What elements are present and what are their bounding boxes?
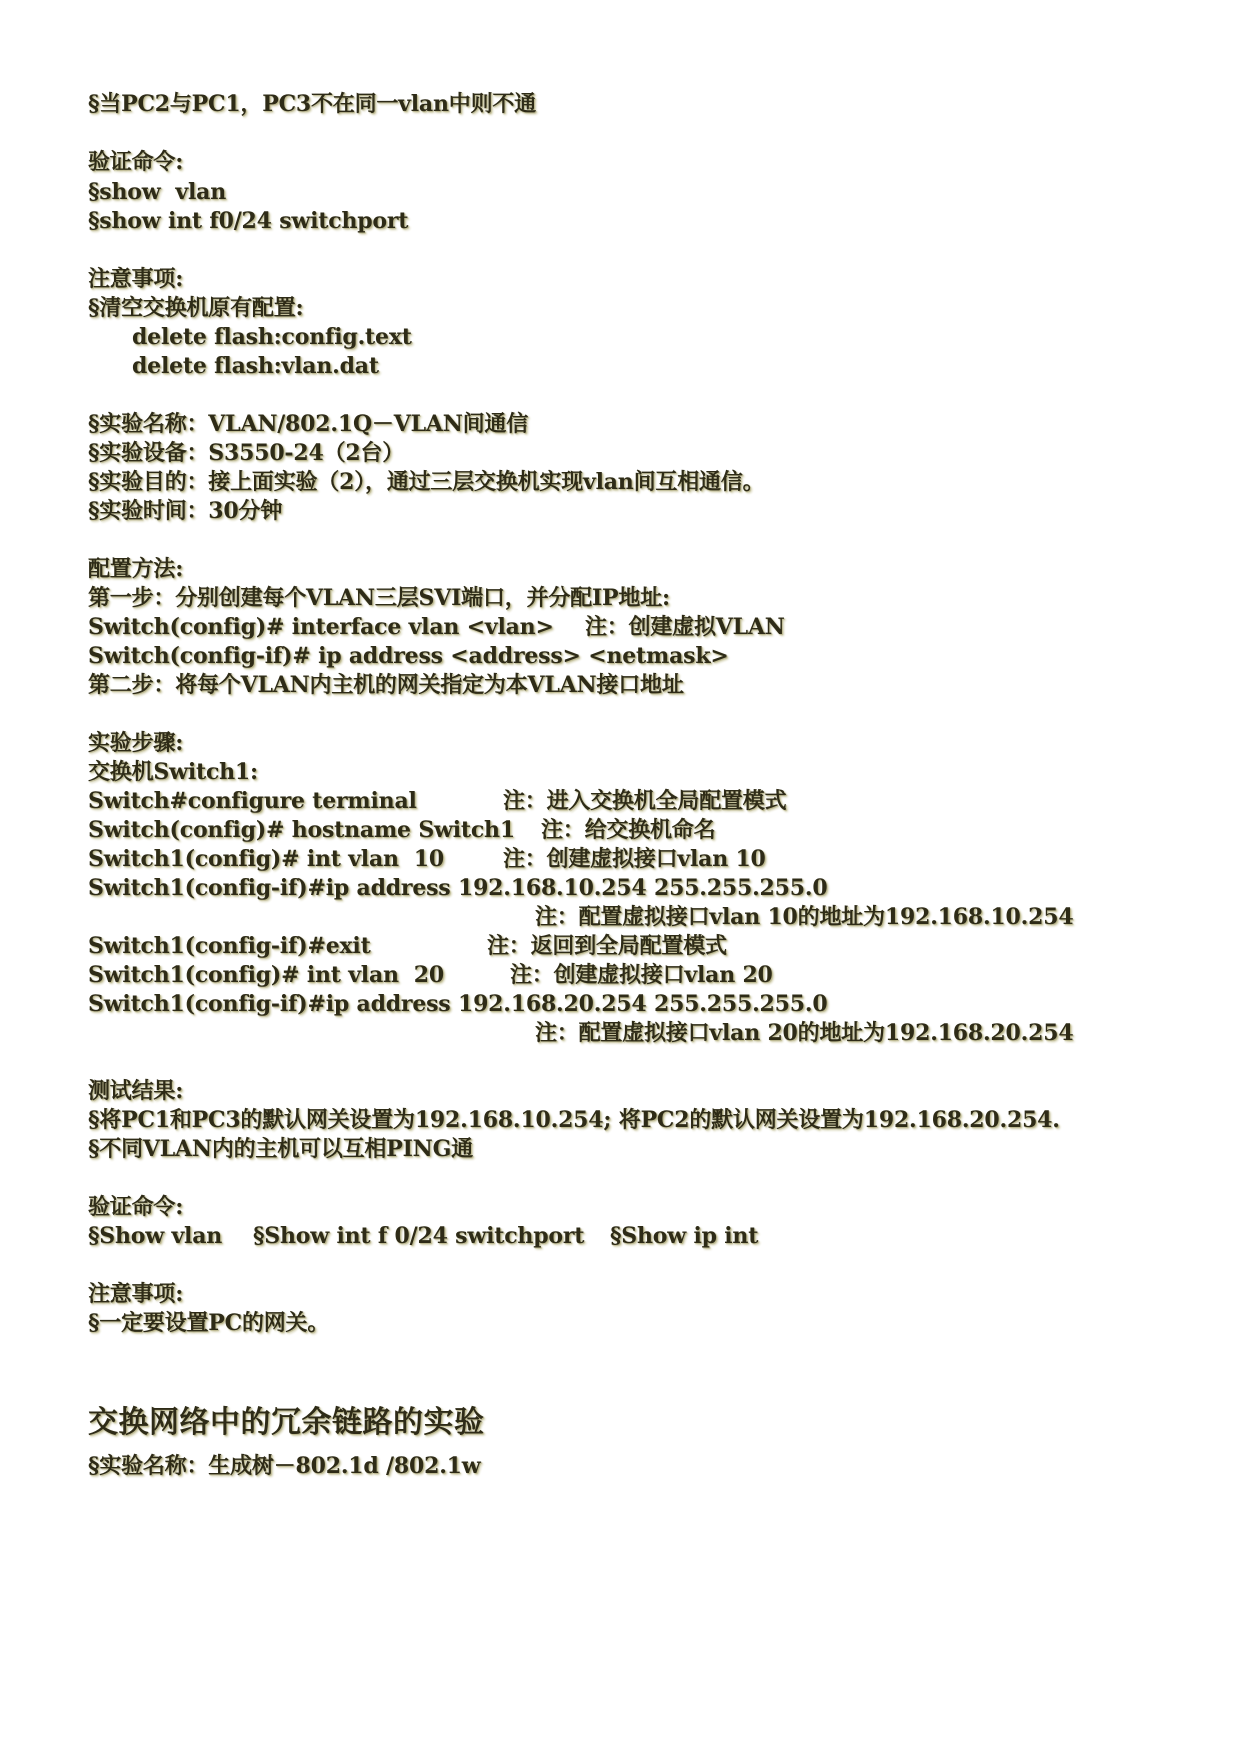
text-line: §Show ip int [610,1223,759,1249]
command-note: 注：返回到全局配置模式 [487,933,727,959]
command-line: Switch(config)# hostname Switch1 [88,817,515,843]
section-heading: 配置方法: [88,556,184,582]
text-line: §一定要设置PC的网关。 [88,1310,330,1336]
command-line: Switch(config-if)# ip address <address> <netmask> [88,643,729,669]
command-line: Switch1(config-if)#ip address 192.168.10.254 255.255.255.0 [88,875,828,901]
section-heading: 实验步骤: [88,730,184,756]
text-line: §show int f0/24 switchport [88,208,409,234]
command-line: Switch1(config-if)#exit [88,933,371,959]
command-note: 注：创建虚拟接口vlan 20 [510,962,773,988]
command-line: Switch#configure terminal [88,788,417,814]
text-line: §实验名称：VLAN/802.1Q－VLAN间通信 [88,411,529,437]
command-line: Switch1(config-if)#ip address 192.168.20.254 255.255.255.0 [88,991,828,1017]
command-line: Switch(config)# interface vlan <vlan> [88,614,554,640]
text-line: 交换机Switch1: [88,759,258,785]
text-line: §清空交换机原有配置: [88,295,304,321]
command-note: 注：配置虚拟接口vlan 10的地址为192.168.10.254 [535,904,1074,930]
section-heading: 注意事项: [88,1281,184,1307]
text-line: §Show vlan [88,1223,223,1249]
chapter-title: 交换网络中的冗余链路的实验 [88,1405,485,1440]
command-line: Switch1(config)# int vlan 20 [88,962,444,988]
text-line: 第一步：分别创建每个VLAN三层SVI端口，并分配IP地址: [88,585,670,611]
text-line: §实验设备：S3550-24（2台） [88,440,405,466]
text-line: 第二步：将每个VLAN内主机的网关指定为本VLAN接口地址 [88,672,684,698]
text-line: §show vlan [88,179,227,205]
command-line: Switch1(config)# int vlan 10 [88,846,444,872]
text-line: §实验目的：接上面实验（2），通过三层交换机实现vlan间互相通信。 [88,469,765,495]
section-heading: 验证命令: [88,149,184,175]
section-heading: 验证命令: [88,1194,184,1220]
text-line: §不同VLAN内的主机可以互相PING通 [88,1136,473,1162]
command-note: 注：配置虚拟接口vlan 20的地址为192.168.20.254 [535,1020,1074,1046]
text-line: §实验名称：生成树－802.1d /802.1w [88,1453,481,1479]
command-line: delete flash:config.text [132,324,412,350]
text-line: §当PC2与PC1，PC3不在同一vlan中则不通 [88,91,536,117]
section-heading: 注意事项: [88,266,184,292]
command-line: delete flash:vlan.dat [132,353,379,379]
command-note: 注：进入交换机全局配置模式 [503,788,787,814]
command-note: 注：给交换机命名 [541,817,716,843]
command-note: 注：创建虚拟VLAN [585,614,785,640]
section-heading: 测试结果: [88,1078,184,1104]
command-note: 注：创建虚拟接口vlan 10 [503,846,766,872]
text-line: §将PC1和PC3的默认网关设置为192.168.10.254; 将PC2的默认网关设置为192.168.20.254. [88,1107,1060,1133]
text-line: §Show int f 0/24 switchport [253,1223,585,1249]
text-line: §实验时间：30分钟 [88,498,283,524]
